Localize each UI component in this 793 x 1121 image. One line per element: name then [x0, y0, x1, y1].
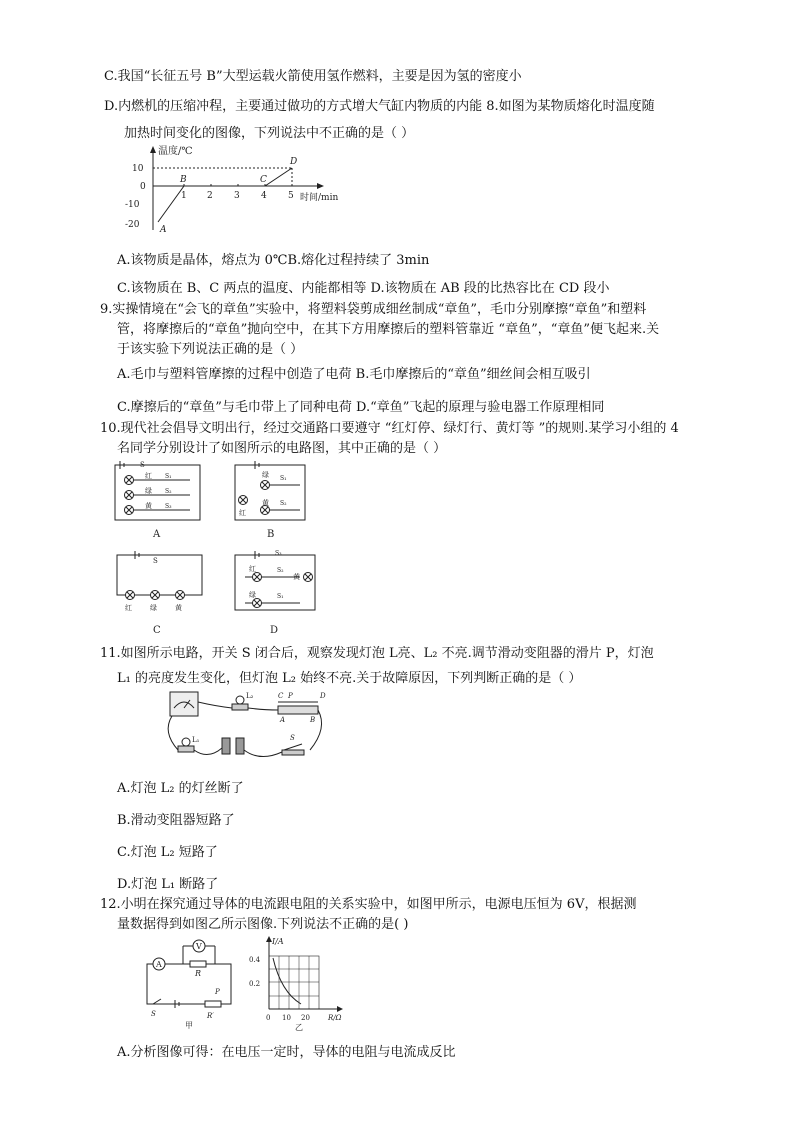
q8-option-a-b: A.该物质是晶体，熔点为 0℃B.熔化过程持续了 3min [117, 253, 430, 268]
q7-option-d: D.内燃机的压缩冲程，主要通过做功的方式增大气缸内物质的内能 8.如图为某物质熔化时温度随 [104, 99, 655, 114]
svg-text:S: S [290, 734, 295, 742]
svg-text:R: R [195, 969, 202, 978]
svg-text:S₂: S₂ [277, 567, 284, 574]
svg-text:L₁: L₁ [192, 736, 200, 744]
svg-text:红: 红 [125, 604, 132, 612]
y-axis-label: 温度/℃ [158, 146, 193, 157]
svg-text:黄: 黄 [145, 502, 152, 510]
point-label-c: C [260, 175, 267, 185]
svg-text:P: P [288, 692, 293, 700]
svg-text:S₂: S₂ [280, 500, 287, 507]
point-label-b: B [180, 175, 187, 185]
q7-option-c: C.我国“长征五号 B”大型运载火箭使用氢作燃料，主要是因为氢的密度小 [104, 69, 522, 84]
q11-stem-2: L₁ 的亮度发生变化，但灯泡 L₂ 始终不亮.关于故障原因，下列判断正确的是（ ） [117, 671, 582, 686]
q11-option-c: C.灯泡 L₂ 短路了 [117, 845, 218, 860]
x-tick: 3 [234, 191, 240, 201]
svg-text:P: P [215, 988, 220, 996]
q11-stem-1: 11.如图所示电路，开关 S 闭合后，观察发现灯泡 L亮、L₂ 不亮.调节滑动变阻器的滑片 P，灯泡 [100, 646, 654, 661]
svg-text:红: 红 [239, 509, 246, 517]
point-label-a: A [160, 225, 167, 235]
circuit-caption: B [267, 529, 275, 540]
svg-text:S₁: S₁ [277, 593, 284, 600]
svg-text:V: V [196, 942, 202, 951]
traffic-light-circuits [105, 455, 325, 640]
q9-stem-1: 9.实操情境在“会飞的章鱼”实验中，将塑料袋剪成细丝制成“章鱼”，毛巾分别摩擦“章鱼”和塑料 [100, 302, 647, 317]
circuit-a [115, 461, 200, 540]
circuit-caption: A [153, 529, 161, 540]
svg-text:20: 20 [301, 1014, 310, 1022]
q11-option-d: D.灯泡 L₁ 断路了 [117, 877, 219, 892]
q9-stem-3: 于该实验下列说法正确的是（ ） [117, 342, 304, 357]
svg-text:R/Ω: R/Ω [328, 1014, 342, 1022]
q8-stem: 加热时间变化的图像，下列说法中不正确的是（ ） [124, 126, 415, 141]
circuit-jia [147, 940, 231, 1030]
svg-text:S₃: S₃ [275, 550, 282, 557]
circuit-b [235, 461, 305, 540]
svg-text:S₁: S₁ [165, 473, 172, 480]
svg-text:D: D [320, 692, 326, 700]
circuit-caption: C [153, 625, 161, 636]
x-tick: 2 [207, 191, 213, 201]
svg-text:A: A [156, 960, 162, 969]
q9-option-a-b: A.毛巾与塑料管摩擦的过程中创造了电荷 B.毛巾摩擦后的“章鱼”细丝间会相互吸引 [117, 367, 591, 382]
svg-text:红: 红 [145, 472, 152, 480]
q11-option-b: B.滑动变阻器短路了 [117, 813, 235, 828]
svg-text:S₁: S₁ [280, 475, 287, 482]
q12-stem-1: 12.小明在探究通过导体的电流跟电阻的关系实验中，如图甲所示，电源电压恒为 6V，根据测 [100, 897, 637, 912]
q12-figures [135, 934, 365, 1032]
svg-text:L₂: L₂ [246, 692, 254, 700]
physical-circuit-diagram [160, 688, 330, 770]
svg-text:红: 红 [249, 565, 256, 573]
figure-caption-jia: 甲 [185, 1021, 193, 1030]
y-tick: 10 [132, 164, 144, 174]
point-label-d: D [290, 157, 298, 167]
circuit-c [117, 551, 202, 636]
y-tick: -20 [125, 220, 140, 230]
svg-text:10: 10 [282, 1014, 291, 1022]
x-tick: 5 [288, 191, 294, 201]
q9-stem-2: 管，将摩擦后的“章鱼”抛向空中，在其下方用摩擦后的塑料管靠近 “章鱼”，“章鱼”便飞起来.关 [117, 322, 660, 337]
svg-text:S: S [140, 461, 145, 469]
svg-text:S: S [151, 1010, 156, 1018]
x-axis-label: 时间/min [300, 193, 339, 203]
svg-text:S: S [153, 557, 158, 565]
y-tick: -10 [125, 200, 140, 210]
svg-text:黄: 黄 [262, 499, 269, 507]
svg-text:绿: 绿 [262, 471, 269, 479]
svg-text:黄: 黄 [175, 604, 182, 612]
svg-text:绿: 绿 [249, 591, 256, 599]
svg-text:黄: 黄 [293, 573, 300, 581]
svg-text:S₃: S₃ [165, 503, 172, 510]
q10-stem-1: 10.现代社会倡导文明出行，经过交通路口要遵守 “红灯停、绿灯行、黄灯等 ”的规则.某学习小组的 4 [100, 421, 679, 436]
svg-text:R′: R′ [207, 1012, 214, 1020]
q10-stem-2: 名同学分别设计了如图所示的电路图，其中正确的是（ ） [117, 441, 447, 456]
melting-graph [120, 140, 360, 238]
figure-caption-yi: 乙 [295, 1023, 303, 1032]
x-tick: 4 [261, 191, 267, 201]
y-tick: 0 [140, 182, 146, 192]
svg-text:A: A [280, 716, 286, 724]
svg-text:S₂: S₂ [165, 488, 172, 495]
svg-text:I/A: I/A [272, 937, 284, 946]
svg-text:C: C [278, 692, 284, 700]
q12-stem-2: 量数据得到如图乙所示图像.下列说法不正确的是( ) [117, 917, 409, 932]
svg-text:绿: 绿 [145, 487, 152, 495]
svg-text:B: B [310, 716, 316, 724]
svg-text:绿: 绿 [150, 604, 157, 612]
x-tick: 1 [181, 191, 187, 201]
q9-option-c-d: C.摩擦后的“章鱼”与毛巾带上了同种电荷 D.“章鱼”飞起的原理与验电器工作原理相同 [117, 400, 605, 415]
circuit-d [235, 550, 315, 636]
q12-option-a: A.分析图像可得：在电压一定时，导体的电阻与电流成反比 [117, 1045, 456, 1060]
circuit-caption: D [270, 625, 279, 636]
graph-yi [249, 936, 343, 1032]
svg-text:0: 0 [266, 1014, 271, 1022]
q8-option-c-d: C.该物质在 B、C 两点的温度、内能都相等 D.该物质在 AB 段的比热容比在 CD 段小 [117, 281, 610, 296]
svg-text:0.4: 0.4 [249, 956, 261, 964]
q11-option-a: A.灯泡 L₂ 的灯丝断了 [117, 781, 244, 796]
svg-text:0.2: 0.2 [249, 980, 261, 988]
